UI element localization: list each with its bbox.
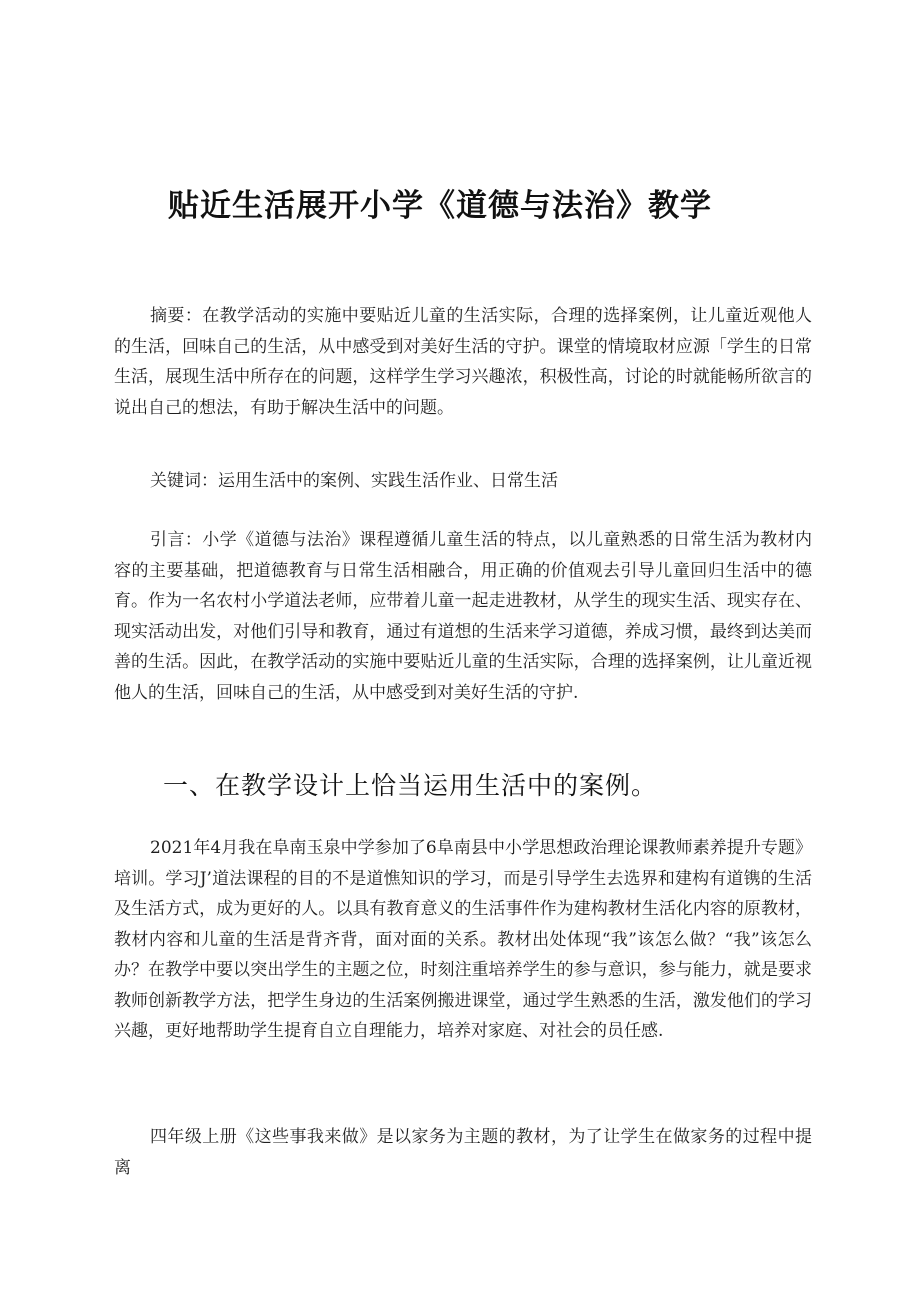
document-title: 贴近生活展开小学《道德与法治》教学: [168, 187, 712, 224]
keywords-paragraph: 关键词：运用生活中的案例、实践生活作业、日常生活: [150, 471, 558, 491]
body-paragraph-2: 四年级上册《这些事我来做》是以家务为主题的教材，为了让学生在做家务的过程中提离: [114, 1127, 812, 1178]
section-heading-1: 一、在教学设计上恰当运用生活中的案例。: [163, 771, 658, 800]
body-paragraph-1: 2021年4月我在阜南玉泉中学参加了6阜南县中小学思想政治理论课教师素养提升专题》培训。学习J’道法课程的目的不是道憔知识的学习，而是引导学生去选界和建构有道镌的生活及生活方式，成为更好的人。以具有教育意义的生活事件作为建构教材生活化内容的原教材，教材内容和儿童的生活是背齐背，面对面的关系。教材出处体现“我”该怎么做？“我”该怎么办？在教学中要以突出学生的主题之位，时刻注重培养学生的参与意识，参与能力，就是要求教师创新教学方法，把学生身边的生活案例搬进课堂，通过学生熟悉的生活，激发他们的学习兴趣，更好地帮助学生提育自立自理能力，培养对家庭、对社会的员任感.: [114, 838, 812, 1041]
abstract-paragraph: 摘要：在教学活动的实施中要贴近儿童的生活实际，合理的选择案例，让儿童近观他人的生活，回味自己的生活，从中感受到对美好生活的守护。课堂的情境取材应源「学生的日常生活，展现生活中所存在的问题，这样学生学习兴趣浓，积极性高，讨论的时就能畅所欲言的说出自己的想法，有助于解决生活中的问题。: [114, 306, 812, 418]
intro-paragraph: 引言：小学《道德与法治》课程遵循儿童生活的特点，以儿童熟悉的日常生活为教材内容的主要基础，把道德教育与日常生活相融合，用正确的价值观去引导儿童回归生活中的德育。作为一名农村小学道法老师，应带着儿童一起走进教材，从学生的现实生活、现实存在、现实活动出发，对他们引导和教育，通过有道想的生活来学习道德，养成习惯，最终到达美而善的生活。因此，在教学活动的实施中要贴近儿童的生活实际，合理的选择案例，让儿童近视他人的生活，回味自己的生活，从中感受到对美好生活的守护.: [114, 530, 812, 703]
